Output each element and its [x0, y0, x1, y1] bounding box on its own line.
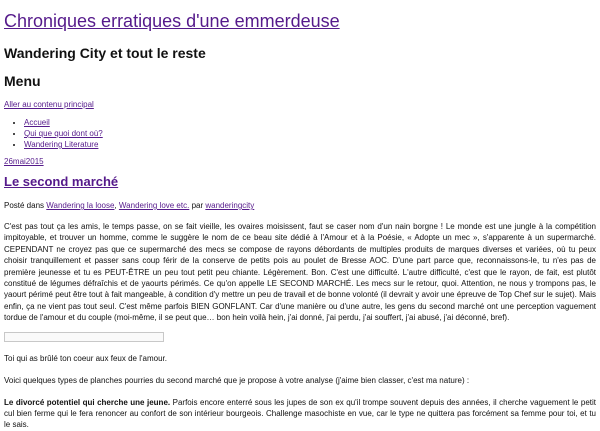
post-date-link[interactable]: 26mai2015 — [4, 157, 44, 166]
site-header — [4, 10, 596, 62]
embedded-input[interactable] — [4, 332, 164, 342]
site-title-link[interactable]: Chroniques erratiques d'une emmerdeuse — [4, 11, 340, 31]
nav-link-accueil[interactable]: Accueil — [24, 118, 50, 127]
category-link-wandering-love[interactable]: Wandering love etc. — [118, 201, 190, 210]
post-meta — [4, 200, 596, 211]
post-paragraph-3: Voici quelques types de planches pourries du second marché que je propose à votre analyse (j'aime bien classer, c'est ma nature) : — [4, 375, 470, 385]
post-meta-by: par — [191, 201, 204, 210]
post-paragraph-1: C'est pas tout ça les amis, le temps passe, on se fait vieille, les ovaires moisissent, faut se caser nom d'un nain borgne ! Le monde est une jungle à la compétition impitoyable, et trouver un homme, comme le suggère le nom de ce beau site dédié à l'Amour et à la Poésie, « Adopte un mec », s'apparente à un supermarché. CEPENDANT ne croyez pas que ce supermarché des mecs se compose de rayons débordants de multiples produits de marques diverses et variées, où tu peux choisir tranquillement et passer sans coup férir de la conserve de petits pois au poulet de Bresse AOC. D'une part parce que, reconnaissons-le, tu n'es pas de première jeunesse et tu es PEUT-ÊTRE un peu tout petit peu chiante. Légèrement. Bon. C'est une difficulté. L'autre difficulté, c'est que le rayon, de fait, est plutôt constitué de légumes défraîchis et de yaourts périmés. Ce qu'on appelle LE SECOND MARCHÉ. Les mecs sur le retour, quoi. Attention, ne nous y trompons pas, le yaourt périmé peut être tout à fait mangeable, à condition d'y mettre un peu de travail et de bonne volonté (il devrait y avoir une épreuve de Top Chef sur le sujet). Mais enfin, ça ne vient pas tout seul. C'est même parfois BIEN GONFLANT. Car d'une manière ou d'une autre, les gens du second marché ont une perception vaguement tordue de l'amour et du couple (moi-même, il se peut que… bon hein voilà hein, j'ai donné, j'ai perdu, j'ai souffert, j'ai abusé, j'ai déconné, bref). — [4, 222, 596, 323]
post-paragraph-2: Toi qui as brûlé ton coeur aux feux de l'amour. — [4, 353, 167, 363]
main-navigation — [4, 72, 596, 150]
nav-item-wandering-literature — [24, 139, 596, 150]
post-title — [4, 173, 596, 190]
site-description: Wandering City et tout le reste — [4, 45, 206, 61]
category-separator: , — [114, 201, 117, 210]
skip-to-content-link[interactable]: Aller au contenu principal — [4, 100, 94, 109]
page — [0, 10, 600, 431]
category-link-wandering-la-loose[interactable]: Wandering la loose — [46, 201, 115, 210]
nav-item-qui-que-quoi — [24, 128, 596, 139]
site-title — [4, 10, 596, 32]
nav-link-qui-que-quoi[interactable]: Qui que quoi dont où? — [24, 129, 103, 138]
post — [4, 156, 596, 431]
nav-link-wandering-literature[interactable]: Wandering Literature — [24, 140, 99, 149]
menu-heading[interactable]: Menu — [4, 73, 41, 89]
post-paragraph-4-text: Parfois encore enterré sous les jupes de son ex qu'il trompe souvent depuis des années, il cherche vaguement le petit cul bien ferme qui le fera renoncer au confort de son intérieur bourgeois. Challenge masochiste en vue, car le type ne quittera pas forcément sa femme pour toi, et tu le sais. — [4, 397, 596, 430]
post-title-link[interactable]: Le second marché — [4, 174, 119, 189]
post-paragraph-4 — [4, 397, 596, 431]
author-link[interactable]: wanderingcity — [205, 201, 255, 210]
nav-list — [4, 117, 596, 150]
post-meta-prefix: Posté dans — [4, 201, 45, 210]
nav-item-accueil — [24, 117, 596, 128]
post-paragraph-4-lead: Le divorcé potentiel qui cherche une jeune. — [4, 397, 171, 407]
